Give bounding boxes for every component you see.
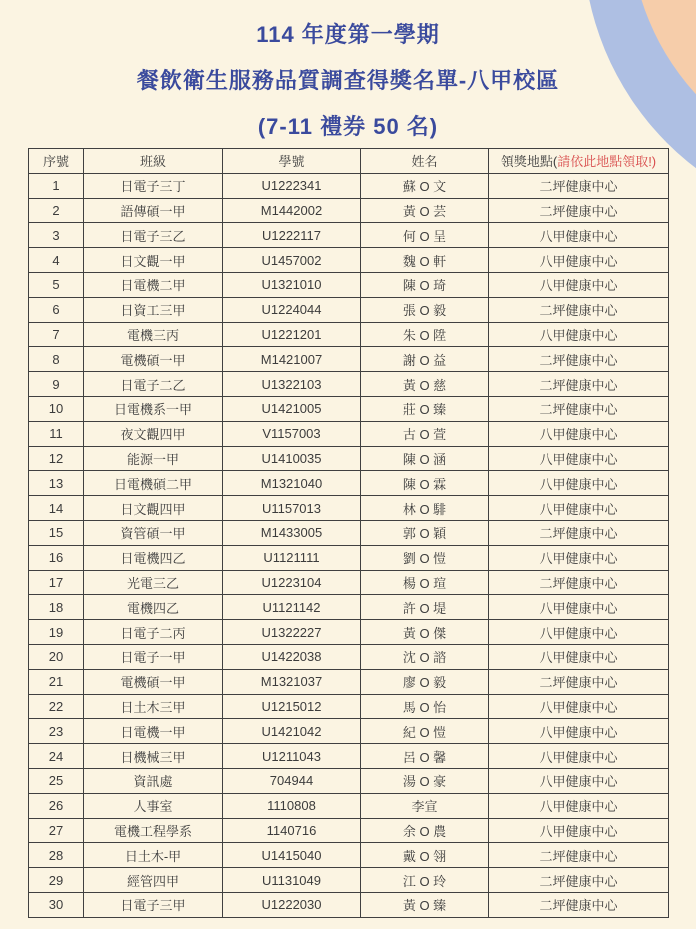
table-row	[29, 322, 669, 347]
cell-class: 人事室	[84, 793, 223, 818]
cell-name: 陳 O 霖	[361, 471, 489, 496]
cell-location: 二坪健康中心	[489, 372, 669, 397]
cell-class: 日文觀一甲	[84, 248, 223, 273]
cell-name: 蘇 O 文	[361, 173, 489, 198]
cell-index: 14	[29, 496, 84, 521]
cell-location: 八甲健康中心	[489, 595, 669, 620]
table-row	[29, 446, 669, 471]
cell-index: 23	[29, 719, 84, 744]
cell-class: 電機四乙	[84, 595, 223, 620]
cell-location: 八甲健康中心	[489, 248, 669, 273]
cell-student-id: U1224044	[223, 297, 361, 322]
cell-student-id: U1457002	[223, 248, 361, 273]
cell-index: 5	[29, 272, 84, 297]
cell-name: 陳 O 涵	[361, 446, 489, 471]
table-row	[29, 620, 669, 645]
cell-location: 八甲健康中心	[489, 421, 669, 446]
cell-name: 許 O 堤	[361, 595, 489, 620]
cell-student-id: 1110808	[223, 793, 361, 818]
cell-location: 八甲健康中心	[489, 719, 669, 744]
table-row	[29, 868, 669, 893]
cell-student-id: U1121111	[223, 545, 361, 570]
cell-class: 經管四甲	[84, 868, 223, 893]
table-row	[29, 644, 669, 669]
cell-index: 4	[29, 248, 84, 273]
header-location-prefix: 領獎地點(	[500, 154, 558, 170]
cell-location: 八甲健康中心	[489, 768, 669, 793]
cell-student-id: U1421005	[223, 396, 361, 421]
table-row	[29, 372, 669, 397]
cell-name: 楊 O 瑄	[361, 570, 489, 595]
cell-location: 二坪健康中心	[489, 520, 669, 545]
cell-name: 紀 O 愷	[361, 719, 489, 744]
table-row	[29, 173, 669, 198]
cell-name: 郭 O 穎	[361, 520, 489, 545]
cell-name: 謝 O 益	[361, 347, 489, 372]
document-title-prize: (7-11 禮券 50 名)	[257, 114, 439, 139]
cell-class: 電機碩一甲	[84, 669, 223, 694]
cell-name: 黃 O 臻	[361, 892, 489, 917]
cell-class: 資訊處	[84, 768, 223, 793]
cell-location: 二坪健康中心	[489, 297, 669, 322]
cell-location: 八甲健康中心	[489, 223, 669, 248]
cell-index: 27	[29, 818, 84, 843]
cell-class: 電機三丙	[84, 322, 223, 347]
cell-location: 八甲健康中心	[489, 545, 669, 570]
cell-index: 30	[29, 892, 84, 917]
cell-index: 22	[29, 694, 84, 719]
cell-location: 二坪健康中心	[489, 198, 669, 223]
cell-name: 湯 O 豪	[361, 768, 489, 793]
cell-name: 廖 O 毅	[361, 669, 489, 694]
cell-student-id: M1421007	[223, 347, 361, 372]
cell-index: 29	[29, 868, 84, 893]
cell-index: 21	[29, 669, 84, 694]
cell-location: 八甲健康中心	[489, 322, 669, 347]
cell-class: 資管碩一甲	[84, 520, 223, 545]
cell-student-id: U1222341	[223, 173, 361, 198]
cell-class: 日資工三甲	[84, 297, 223, 322]
cell-name: 李宣	[361, 793, 489, 818]
cell-student-id: U1223104	[223, 570, 361, 595]
cell-student-id: M1442002	[223, 198, 361, 223]
cell-index: 7	[29, 322, 84, 347]
cell-student-id: U1321010	[223, 272, 361, 297]
cell-index: 10	[29, 396, 84, 421]
cell-name: 魏 O 軒	[361, 248, 489, 273]
table-row	[29, 248, 669, 273]
cell-student-id: U1410035	[223, 446, 361, 471]
table-row	[29, 396, 669, 421]
table-row	[29, 223, 669, 248]
cell-student-id: U1222117	[223, 223, 361, 248]
cell-student-id: M1321040	[223, 471, 361, 496]
table-row	[29, 595, 669, 620]
cell-student-id: U1222030	[223, 892, 361, 917]
cell-class: 夜文觀四甲	[84, 421, 223, 446]
cell-index: 20	[29, 644, 84, 669]
cell-location: 二坪健康中心	[489, 868, 669, 893]
cell-class: 語傳碩一甲	[84, 198, 223, 223]
cell-class: 日電機四乙	[84, 545, 223, 570]
cell-name: 江 O 玲	[361, 868, 489, 893]
header-name: 姓名	[361, 149, 489, 174]
cell-location: 八甲健康中心	[489, 496, 669, 521]
document-title-main: 餐飲衛生服務品質調查得獎名單-八甲校區	[136, 68, 560, 93]
cell-location: 八甲健康中心	[489, 446, 669, 471]
cell-name: 戴 O 翎	[361, 843, 489, 868]
table-row	[29, 768, 669, 793]
table-row	[29, 496, 669, 521]
cell-name: 林 O 騑	[361, 496, 489, 521]
cell-class: 日電子三甲	[84, 892, 223, 917]
cell-student-id: U1157013	[223, 496, 361, 521]
cell-index: 9	[29, 372, 84, 397]
cell-location: 八甲健康中心	[489, 694, 669, 719]
cell-student-id: U1421042	[223, 719, 361, 744]
table-row	[29, 545, 669, 570]
cell-class: 能源一甲	[84, 446, 223, 471]
table-header-row	[29, 149, 669, 174]
cell-location: 八甲健康中心	[489, 818, 669, 843]
header-index: 序號	[29, 149, 84, 174]
cell-location: 八甲健康中心	[489, 471, 669, 496]
cell-location: 八甲健康中心	[489, 793, 669, 818]
table-row	[29, 669, 669, 694]
document-title-semester: 114 年度第一學期	[256, 22, 440, 47]
cell-student-id: 1140716	[223, 818, 361, 843]
cell-student-id: U1422038	[223, 644, 361, 669]
cell-index: 28	[29, 843, 84, 868]
header-student-id: 學號	[223, 149, 361, 174]
cell-class: 日電機系一甲	[84, 396, 223, 421]
table-row	[29, 843, 669, 868]
cell-class: 日文觀四甲	[84, 496, 223, 521]
cell-index: 6	[29, 297, 84, 322]
cell-class: 日電機二甲	[84, 272, 223, 297]
cell-name: 何 O 呈	[361, 223, 489, 248]
cell-class: 日機械三甲	[84, 744, 223, 769]
cell-student-id: M1433005	[223, 520, 361, 545]
cell-index: 12	[29, 446, 84, 471]
cell-name: 沈 O 諮	[361, 644, 489, 669]
cell-student-id: U1322227	[223, 620, 361, 645]
cell-student-id: 704944	[223, 768, 361, 793]
cell-location: 二坪健康中心	[489, 570, 669, 595]
cell-index: 26	[29, 793, 84, 818]
cell-index: 17	[29, 570, 84, 595]
cell-name: 古 O 萱	[361, 421, 489, 446]
cell-location: 二坪健康中心	[489, 669, 669, 694]
cell-class: 日電子三丁	[84, 173, 223, 198]
cell-location: 八甲健康中心	[489, 272, 669, 297]
cell-class: 日電子一甲	[84, 644, 223, 669]
cell-student-id: U1322103	[223, 372, 361, 397]
cell-name: 莊 O 臻	[361, 396, 489, 421]
header-class: 班級	[84, 149, 223, 174]
cell-name: 黃 O 芸	[361, 198, 489, 223]
cell-index: 1	[29, 173, 84, 198]
table-row	[29, 520, 669, 545]
cell-name: 陳 O 琦	[361, 272, 489, 297]
table-row	[29, 198, 669, 223]
cell-index: 8	[29, 347, 84, 372]
cell-index: 13	[29, 471, 84, 496]
cell-location: 二坪健康中心	[489, 173, 669, 198]
cell-location: 八甲健康中心	[489, 620, 669, 645]
table-row	[29, 347, 669, 372]
cell-class: 日土木-甲	[84, 843, 223, 868]
cell-name: 黃 O 傑	[361, 620, 489, 645]
cell-name: 朱 O 陞	[361, 322, 489, 347]
cell-student-id: U1131049	[223, 868, 361, 893]
header-location	[489, 149, 669, 174]
cell-class: 電機碩一甲	[84, 347, 223, 372]
cell-student-id: M1321037	[223, 669, 361, 694]
table-row	[29, 471, 669, 496]
cell-name: 余 O 農	[361, 818, 489, 843]
cell-class: 日電子三乙	[84, 223, 223, 248]
table-row	[29, 744, 669, 769]
cell-location: 二坪健康中心	[489, 347, 669, 372]
cell-student-id: U1121142	[223, 595, 361, 620]
cell-location: 八甲健康中心	[489, 744, 669, 769]
cell-name: 呂 O 馨	[361, 744, 489, 769]
cell-student-id: U1215012	[223, 694, 361, 719]
table-row	[29, 892, 669, 917]
table-row	[29, 694, 669, 719]
table-row	[29, 719, 669, 744]
cell-name: 黃 O 慈	[361, 372, 489, 397]
table-row	[29, 818, 669, 843]
table-row	[29, 793, 669, 818]
cell-student-id: U1211043	[223, 744, 361, 769]
cell-class: 電機工程學系	[84, 818, 223, 843]
cell-location: 八甲健康中心	[489, 644, 669, 669]
cell-name: 張 O 毅	[361, 297, 489, 322]
cell-index: 3	[29, 223, 84, 248]
winners-table	[28, 148, 669, 918]
table-row	[29, 421, 669, 446]
cell-class: 日土木三甲	[84, 694, 223, 719]
table-body	[29, 173, 669, 917]
cell-class: 光電三乙	[84, 570, 223, 595]
cell-class: 日電機一甲	[84, 719, 223, 744]
cell-student-id: U1221201	[223, 322, 361, 347]
cell-name: 馬 O 怡	[361, 694, 489, 719]
cell-class: 日電機碩二甲	[84, 471, 223, 496]
table-row	[29, 272, 669, 297]
table-row	[29, 297, 669, 322]
cell-class: 日電子二丙	[84, 620, 223, 645]
cell-index: 11	[29, 421, 84, 446]
cell-name: 劉 O 愷	[361, 545, 489, 570]
cell-index: 2	[29, 198, 84, 223]
cell-index: 16	[29, 545, 84, 570]
cell-location: 二坪健康中心	[489, 843, 669, 868]
table-row	[29, 570, 669, 595]
cell-index: 19	[29, 620, 84, 645]
cell-student-id: U1415040	[223, 843, 361, 868]
cell-index: 25	[29, 768, 84, 793]
cell-location: 二坪健康中心	[489, 396, 669, 421]
cell-index: 18	[29, 595, 84, 620]
cell-class: 日電子二乙	[84, 372, 223, 397]
cell-index: 24	[29, 744, 84, 769]
cell-location: 二坪健康中心	[489, 892, 669, 917]
cell-index: 15	[29, 520, 84, 545]
cell-student-id: V1157003	[223, 421, 361, 446]
header-location-warning: 請依此地點領取!)	[557, 154, 657, 170]
